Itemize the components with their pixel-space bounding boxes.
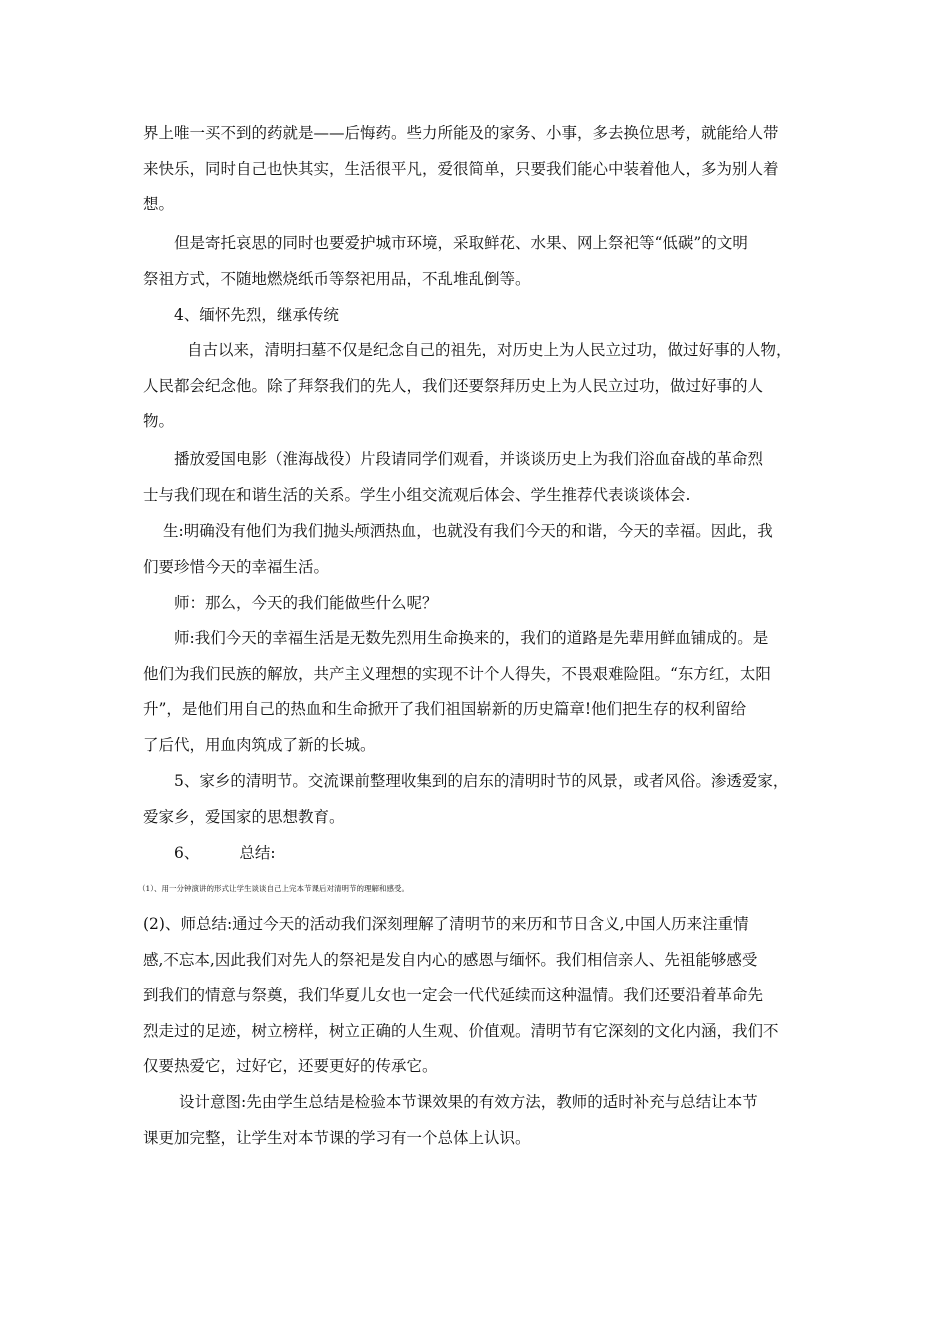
paragraph-9 [143,907,813,1085]
text-line: 课更加完整，让学生对本节课的学习有一个总体上认识。 [143,1128,531,1147]
text-line: （1）、用一分钟演讲的形式让学生谈谈自己上完本节课后对清明节的理解和感受。 [138,884,410,893]
paragraph-7 [143,621,813,763]
text-line: 师：那么，今天的我们能做些什么呢？ [174,594,438,612]
section-heading-4 [143,298,813,334]
paragraph-1 [143,116,813,223]
paragraph-8 [138,871,813,907]
text-line: 感,不忘本,因此我们对先人的祭祀是发自内心的感恩与缅怀。我们相信亲人、先祖能够感受 [143,950,758,969]
text-line: 烈走过的足迹，树立榜样，树立正确的人生观、价值观。清明节有它深刻的文化内涵，我们不 [143,1021,779,1040]
text-line: 仅要热爱它，过好它，还要更好的传承它。 [143,1057,438,1075]
heading-number: 6、 [174,844,200,862]
text-line: 5、家乡的清明节。交流课前整理收集到的启东的清明时节的风景，或者风俗。渗透爱家， [174,772,789,790]
heading-title: 总结: [239,844,276,862]
paragraph-2 [143,226,813,297]
heading-text: 4、缅怀先烈，继承传统 [174,306,339,324]
text-line: 了后代，用血肉筑成了新的长城。 [143,735,376,754]
text-line: 人民都会纪念他。除了拜祭我们的先人，我们还要祭拜历史上为人民立过功，做过好事的人 [143,376,764,395]
text-line: 来快乐，同时自己也快其实，生活很平凡，爱很简单，只要我们能心中装着他人，多为别人着 [143,159,779,178]
paragraph-6 [143,586,813,622]
paragraph-5 [143,514,813,585]
heading-line [143,836,813,872]
text-line: 自古以来，清明扫墓不仅是纪念自己的祖先，对历史上为人民立过功，做过好事的人物， [187,341,792,359]
text-line: 祭祖方式，不随地燃烧纸币等祭祀用品，不乱堆乱倒等。 [143,269,531,288]
text-line: 设计意图:先由学生总结是检验本节课效果的有效方法，教师的适时补充与总结让本节 [179,1093,758,1111]
text-line: (2)、师总结:通过今天的活动我们深刻理解了清明节的来历和节日含义,中国人历来注重情 [143,915,749,933]
text-line: 播放爱国电影（淮海战役）片段请同学们观看，并谈谈历史上为我们浴血奋战的革命烈 [174,450,764,468]
text-line: 师:我们今天的幸福生活是无数先烈用生命换来的，我们的道路是先辈用鲜血铺成的。是 [174,629,769,647]
text-line: 界上唯一买不到的药就是——后悔药。些力所能及的家务、小事，多去换位思考，就能给人带 [143,124,779,142]
text-line: 升”，是他们用自己的热血和生命掀开了我们祖国崭新的历史篇章!他们把生存的权利留给 [143,700,747,718]
text-line: 物。 [143,412,175,430]
text-line: 但是寄托哀思的同时也要爱护城市环境，采取鲜花、水果、网上祭祀等“低碳”的文明 [174,234,748,252]
section-heading-5 [143,764,813,835]
paragraph-10 [143,1085,813,1156]
section-heading-6 [143,836,813,872]
paragraph-3 [143,333,813,440]
text-line: 想。 [143,195,175,213]
text-line: 们要珍惜今天的幸福生活。 [143,557,330,576]
text-line: 爱家乡，爱国家的思想教育。 [143,807,345,826]
paragraph-4 [143,442,813,513]
text-line: 士与我们现在和谐生活的关系。学生小组交流观后体会、学生推荐代表谈谈体会. [143,485,691,504]
text-line: 他们为我们民族的解放，共产主义理想的实现不计个人得失，不畏艰难险阻。“东方红，太阳 [143,664,771,683]
text-line: 生:明确没有他们为我们抛头颅洒热血，也就没有我们今天的和谐，今天的幸福。因此，我 [163,522,773,540]
text-line: 到我们的情意与祭奠，我们华夏儿女也一定会一代代延续而这种温情。我们还要沿着革命先 [143,986,764,1004]
